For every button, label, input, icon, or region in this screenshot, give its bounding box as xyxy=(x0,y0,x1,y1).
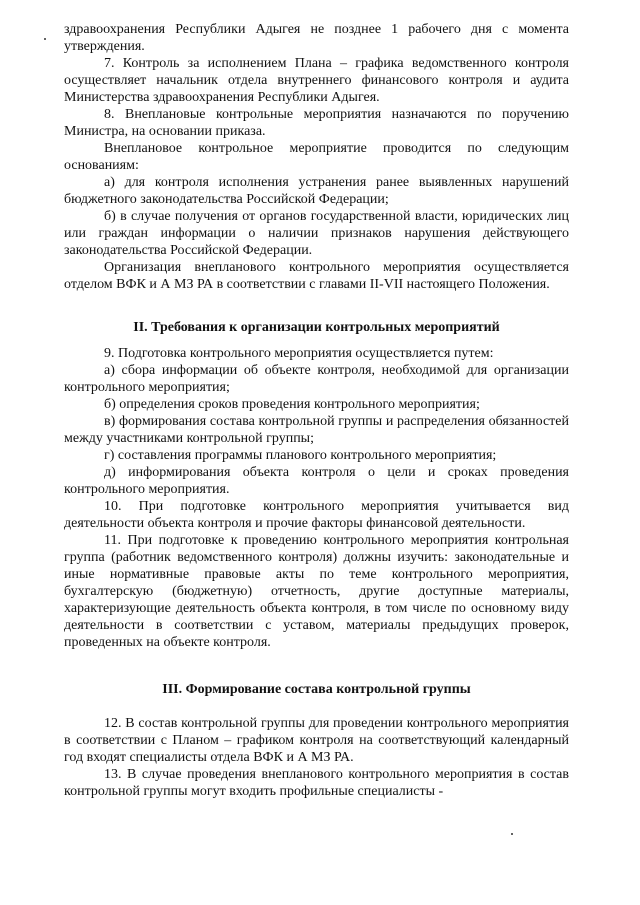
scan-speck xyxy=(511,833,513,835)
paragraph-item-b: б) в случае получения от органов государственной власти, юридических лиц или граждан информации о наличии признаков нарушения действующего законодательства Российской Федерации. xyxy=(64,209,569,258)
paragraph-item-a: а) для контроля исполнения устранения ранее выявленных нарушений бюджетного законодательства Российской Федерации; xyxy=(64,175,569,207)
paragraph-9-v: в) формирования состава контрольной группы и распределения обязанностей между участниками контрольной группы; xyxy=(64,414,569,446)
scan-speck xyxy=(44,38,46,40)
paragraph-13: 13. В случае проведения внепланового контрольного мероприятия в состав контрольной группы могут входить профильные специалисты - xyxy=(64,767,569,799)
paragraph-unscheduled-grounds: Внеплановое контрольное мероприятие проводится по следующим основаниям: xyxy=(64,141,569,173)
paragraph-10: 10. При подготовке контрольного мероприятия учитывается вид деятельности объекта контроля и прочие факторы финансовой деятельности. xyxy=(64,499,569,531)
section-2-heading: II. Требования к организации контрольных мероприятий xyxy=(133,320,500,335)
section-3-heading: III. Формирование состава контрольной группы xyxy=(162,682,471,697)
paragraph-continuation: здравоохранения Республики Адыгея не позднее 1 рабочего дня с момента утверждения. xyxy=(64,22,569,54)
paragraph-8: 8. Внеплановые контрольные мероприятия назначаются по поручению Министра, на основании приказа. xyxy=(64,107,569,139)
paragraph-11: 11. При подготовке к проведению контрольного мероприятия контрольная группа (работник ведомственного контроля) должны изучить: законодательные и иные нормативные правовые акты по теме контрольного мероприятия, бухгалтерскую (бюджетную) отчетность, другие доступные материалы, характеризующие деятельность объекта контроля, в том числе по основному виду деятельности в соответствии с уставом, материалы предыдущих проверок, проведенных на объекте контроля. xyxy=(64,533,569,650)
paragraph-9-g: г) составления программы планового контрольного мероприятия; xyxy=(104,448,497,463)
paragraph-9-a: а) сбора информации об объекте контроля, необходимой для организации контрольного мероприятия; xyxy=(64,363,569,395)
document-body xyxy=(64,21,569,800)
paragraph-9: 9. Подготовка контрольного мероприятия осуществляется путем: xyxy=(104,346,494,361)
paragraph-9-b: б) определения сроков проведения контрольного мероприятия; xyxy=(104,397,480,412)
paragraph-organization: Организация внепланового контрольного мероприятия осуществляется отделом ВФК и А МЗ РА в соответствии с главами II-VII настоящего Положения. xyxy=(64,260,569,292)
paragraph-9-d: д) информирования объекта контроля о цели и сроках проведения контрольного мероприятия. xyxy=(64,465,569,497)
paragraph-7: 7. Контроль за исполнением Плана – графика ведомственного контроля осуществляет начальник отдела внутреннего финансового контроля и аудита Министерства здравоохранения Республики Адыгея. xyxy=(64,56,569,105)
paragraph-12: 12. В состав контрольной группы для проведении контрольного мероприятия в соответствии с Планом – графиком контроля на соответствующий календарный год входят специалисты отдела ВФК и А МЗ РА. xyxy=(64,716,569,765)
